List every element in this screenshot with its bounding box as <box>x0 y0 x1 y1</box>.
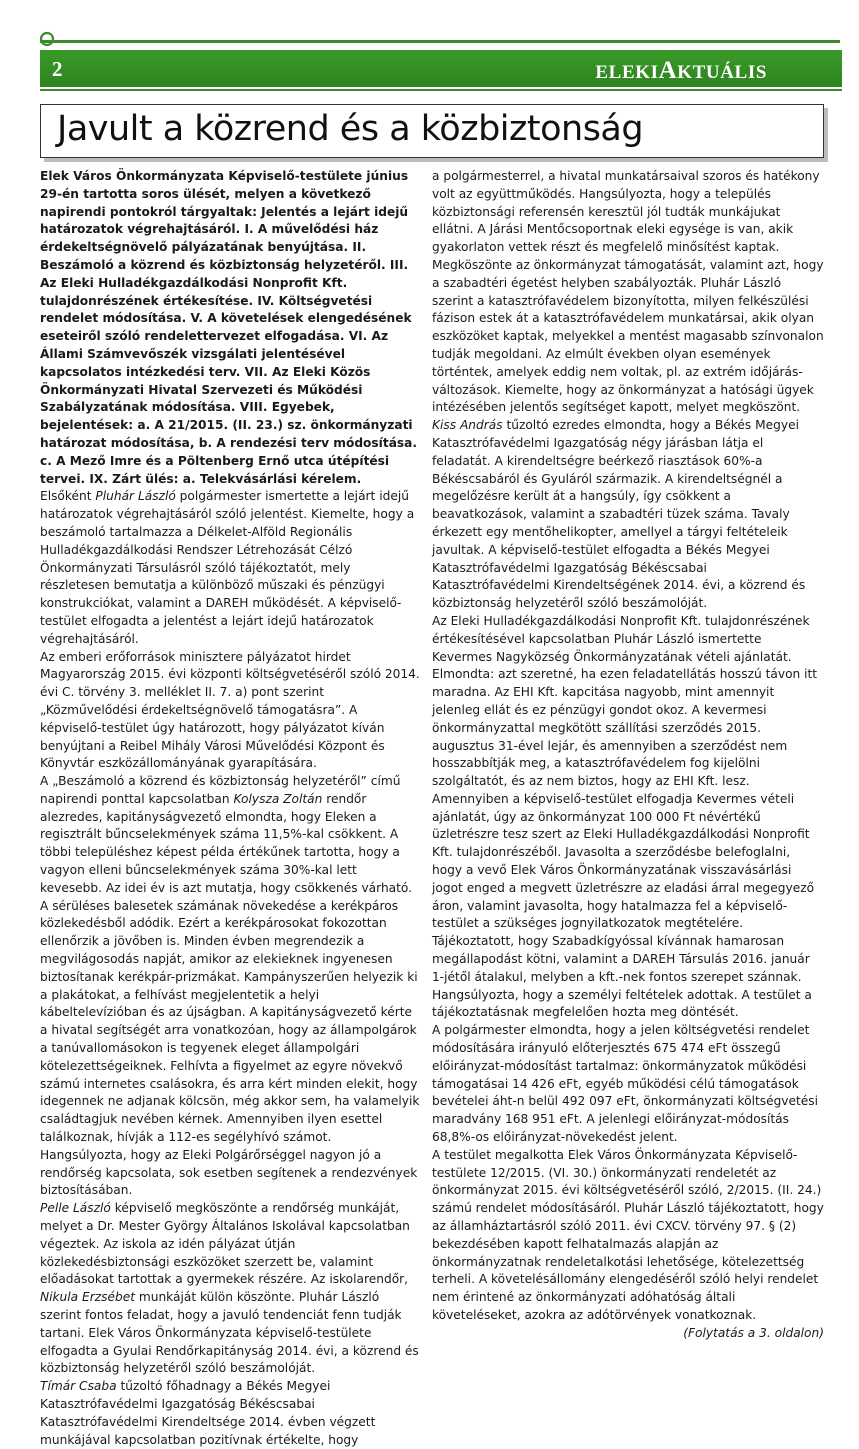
person-name: Pelle László <box>40 1201 111 1216</box>
person-name: Kolysza Zoltán <box>233 791 323 806</box>
paragraph-text: tűzoltó ezredes elmondta, hogy a Békés Megyei Katasztrófavédelmi Igazgatóság négy járásban látja el feladatát. A kirendeltségre beérkező riasztások 60%-a Békéscsabáról és Gyuláról származik. A kirendeltségnél a megelőzésre került át a hangsúly, így csökkent a beavatkozások, valamint a szabadtéri tüzek száma. Tavaly érkezett egy mentőhelikopter, amellyel a tárgyi feltételeik javultak. A képviselő-testület elfogadta a Békés Megyei Katasztrófavédelmi Igazgatóság Békéscsabai Katasztrófavédelmi Kirendeltségének 2014. évi, a közrend és közbiztonság helyzetéről szóló beszámolóját. <box>432 418 806 611</box>
person-name: Nikula Erzsébet <box>40 1290 135 1305</box>
article-headline: Javult a közrend és a közbiztonság <box>57 109 644 149</box>
continued-note: (Folytatás a 3. oldalon) <box>683 1325 824 1340</box>
article-column-right <box>432 168 824 1343</box>
article-paragraph <box>40 773 420 1200</box>
article-paragraph: Az Eleki Hulladékgazdálkodási Nonprofit Kft. tulajdonrészének értékesítésével kapcsolatban Pluhár László ismertette Kevermes Nagyközség Önkormányzatának vételi ajánlatát. Elmondta: azt szeretné, ha ezen feladatellátás hosszú távon itt maradna. Az EHI Kft. kapcitása nagyobb, mint amennyit jelenleg ellát és ez pénzügyi gondot okoz. A kevermesi önkormányzattal megkötött szállítási szerződés 2015. augusztus 31-ével lejár, és amennyiben a szerződést nem hosszabbítják meg, a katasztrófavédelem fog kijelölni szolgáltatót, és az nem biztos, hogy az EHI Kft. lesz. Amennyiben a képviselő-testület elfogadja Kevermes vételi ajánlatát, úgy az önkormányzat 100 000 Ft névértékű üzletrészre tesz szert az Eleki Hulladékgazdálkodási Nonprofit Kft. tulajdonrészéből. Javasolta a szerződésbe belefoglalni, hogy a vevő Elek Város Önkormányzatának visszavásárlási jogot enged a megvett üzletrészre az eladási árral megegyező áron, valamint javasolta, hogy hatalmazza fel a képviselő-testület a szükséges jognyilatkozatok megtételére. Tájékoztatott, hogy Szabadkígyóssal kívánnak hamarosan megállapodást kötni, valamint a DAREH Társulás 2016. január 1-jétől átalakul, melyben a kft.-nek fontos szerepet szánnak. Hangsúlyozta, hogy a személyi feltételek adottak. A testület a tájékoztatásnak megfelelően hozta meg döntését. <box>432 613 818 1020</box>
paragraph-text: képviselő megköszönte a rendőrség munkáját, melyet a Dr. Mester György Általános Iskolával kapcsolatban végeztek. Az iskola az idén pályázat útján közlekedésbiztonsági eszközöket szerzett be, valamint előadásokat tartottak a gyermekek részére. Az iskolarendőr, <box>40 1201 410 1287</box>
paragraph-text: munkáját külön köszönte. Pluhár László szerint fontos feladat, hogy a javuló tendenciát fenn tudják tartani. Elek Város Önkormányzata képviselő-testülete elfogadta a Gyulai Rendőrkapitányság 2014. évi, a közrend és közbiztonság helyzetéről szóló beszámolóját. <box>40 1290 419 1376</box>
person-name: Tímár Csaba <box>40 1379 117 1394</box>
article-paragraph: A testület megalkotta Elek Város Önkormányzata Képviselő-testülete 12/2015. (VI. 30.) önkormányzati rendeletét az önkormányzat 2015. évi költségvetéséről szóló, 2/2015. (II. 24.) számú rendelet módosításáról. Pluhár László tájékoztatott, hogy az államháztartásról szóló 2011. évi CXCV. törvény 97. § (2) bekezdésében kapott felhatalmazás alapján az önkormányzatnak rendeletalkotási lehetősége, kötelezettség terheli. A követelésállomány elengedéséről szóló helyi rendelet nem érintené az önkormányzati adóhatóság általi követeléseket, azokra az adótörvények vonatkoznak. <box>432 1147 824 1322</box>
top-rule <box>40 40 840 43</box>
article-paragraph: A polgármester elmondta, hogy a jelen költségvetési rendelet módosítására irányuló előterjesztés 675 474 eFt összegű előirányzat-módosítást tartalmaz: önkormányzatok működési támogatásai 14 426 eFt, egyéb működési célú támogatások bevételei áht-n belül 492 097 eFt, önkormányzati költségvetési maradvány 168 951 eFt. A jelenlegi előirányzat-módosítás 68,8%-os előirányzat-növekedést jelent. <box>432 1023 819 1145</box>
leaf-logo-icon <box>38 30 56 48</box>
magazine-title-part1: ELEKI <box>595 62 659 83</box>
paragraph-text: rendőr alezredes, kapitányságvezető elmondta, hogy Eleken a regisztrált bűncselekmények száma 11,5%-kal csökkent. A többi településhez képest példa értékűnek tartotta, hogy a vagyon elleni bűncselekmények száma 30%-kal lett kevesebb. Az idei év is azt mutatja, hogy csökkenés várható. A sérüléses balesetek számának növekedése a kerékpáros közlekedésből adódik. Ezért a kerékpárosokat fokozottan ellenőrzik a jövőben is. Minden évben megrendezik a megvilágosodás napját, amikor az elekieknek ingyenesen biztosítanak kerékpár-prizmákat. Kampányszerűen helyezik ki a plakátokat, a felhívást megjelentetik a helyi kábeltelevízióban és az újságban. A kapitányságvezető kérte a hivatal segítségét arra vonatkozóan, hogy az állampolgárok a tanúvallomásokon is tegyenek eleget állampolgári kötelezettségeiknek. Felhívta a figyelmet az egyre növekvő számú internetes csalásokra, és arra kért minden elekit, hogy idegennek ne adjanak kölcsön, még akkor sem, ha valamelyik családtagjuk nevében kérnek. Amennyiben ilyen esettel találkoznak, hívják a 112-es segélyhívó számot. Hangsúlyozta, hogy az Eleki Polgárőrséggel nagyon jó a rendőrség kapcsolata, sok esetben segítenek a rendezvények biztosításában. <box>40 791 420 1198</box>
article-paragraph <box>40 488 420 648</box>
paragraph-text-left: tűzoltó főhadnagy a Békés Megyei Katasztrófavédelmi Igazgatóság Békéscsabai Katasztrófavédelmi Kirendeltsége 2014. évben végzett munkájával kapcsolatban pozitívnak értékelte, hogy <box>40 1379 376 1447</box>
paragraph-text: A „Beszámoló a közrend és közbiztonság helyzetéről” című napirendi ponttal kapcsolatban <box>40 774 401 806</box>
article-paragraph-continued: a polgármesterrel, a hivatal munkatársaival szoros és hatékony volt az együttműködés. Hangsúlyozta, hogy a település közbiztonsági referensén keresztül jól tudták munkájukat ellátni. A Járási Mentőcsoportnak eleki egysége is van, akik gyakorlaton vettek részt és megfelelő minősítést kaptak. Megköszönte az önkormányzat támogatását, valamint azt, hogy a szabadtéri égetést helyben szabályozták. Pluhár László szerint a katasztrófavédelem bizonyította, milyen felkészülési fázison estek át a katasztrófavédelem munkatársai, akik olyan eszközöket kaptak, melyekkel a mentést magasabb színvonalon tudják megoldani. Az elmúlt években olyan események történtek, amelyek eddig nem voltak, pl. az extrém időjárás-változások. Kiemelte, hogy az önkormányzat a hatósági ügyek intézésében jelentős segítséget kapott, melyet megköszönt. <box>432 169 824 415</box>
article-paragraph: Az emberi erőforrások minisztere pályázatot hirdet Magyarország 2015. évi központi költségvetéséről szóló 2014. évi C. törvény 3. melléklet II. 7. a) pont szerint „Közművelődési érdekeltségnövelő támogatásra”. A képviselő-testület úgy határozott, hogy pályázatot kíván benyújtani a Reibel Mihály Városi Művelődési Központ és Könyvtár eszközállományának gyarapítására. <box>40 649 420 771</box>
person-name: Kiss András <box>432 418 503 433</box>
person-name: Pluhár László <box>95 489 176 504</box>
page-number: 2 <box>52 57 63 81</box>
article-paragraph <box>40 1200 420 1378</box>
header-underline <box>40 89 842 91</box>
paragraph-text: polgármester ismertette a lejárt idejű határozatok végrehajtásáról szóló jelentést. Kiemelte, hogy a beszámoló tartalmazza a Délkelet-Alföld Regionális Hulladékgazdálkodási Rendszer Létrehozását Célzó Önkormányzati Társulásról szóló tájékoztatót, mely részletesen bemutatja a különböző műszaki és pénzügyi konstrukciókat, valamint a DAREH működését. A képviselő-testület elfogadta a jelentést a lejárt idejű határozatok végrehajtásáról. <box>40 489 415 646</box>
paragraph-text: Elsőként <box>40 489 96 504</box>
magazine-title <box>595 57 767 85</box>
magazine-title-part2: KTUÁLIS <box>677 62 767 83</box>
article-intro: Elek Város Önkormányzata Képviselő-testülete június 29-én tartotta soros ülését, melyen a következő napirendi pontokról tárgyaltak: Jelentés a lejárt idejű határozatok végrehajtásáról. I. A művelődési ház érdekeltségnövelő pályázatának benyújtása. II. Beszámoló a közrend és közbiztonság helyzetéről. III. Az Eleki Hulladékgazdálkodási Nonprofit Kft. tulajdonrészének értékesítése. IV. Költségvetési rendelet módosítása. V. A követelések elengedésének eseteiről szóló rendelettervezet elfogadása. VI. Az Állami Számvevőszék vizsgálati jelentésével kapcsolatos intézkedési terv. VII. Az Eleki Közös Önkormányzati Hivatal Szervezeti és Működési Szabályzatának módosítása. VIII. Egyebek, bejelentések: a. A 21/2015. (II. 23.) sz. önkormányzati határozat módosítása, b. A rendezési terv módosítása. c. A Mező Imre és a Pöltenberg Ernő utca útépítési tervei. IX. Zárt ülés: a. Telekvásárlási kérelem. <box>40 169 418 486</box>
headline-box <box>40 104 824 158</box>
article-paragraph <box>432 417 824 613</box>
article-paragraph-split <box>40 1378 420 1449</box>
article-column-left <box>40 168 420 1449</box>
magazine-title-initial: A <box>658 57 678 84</box>
